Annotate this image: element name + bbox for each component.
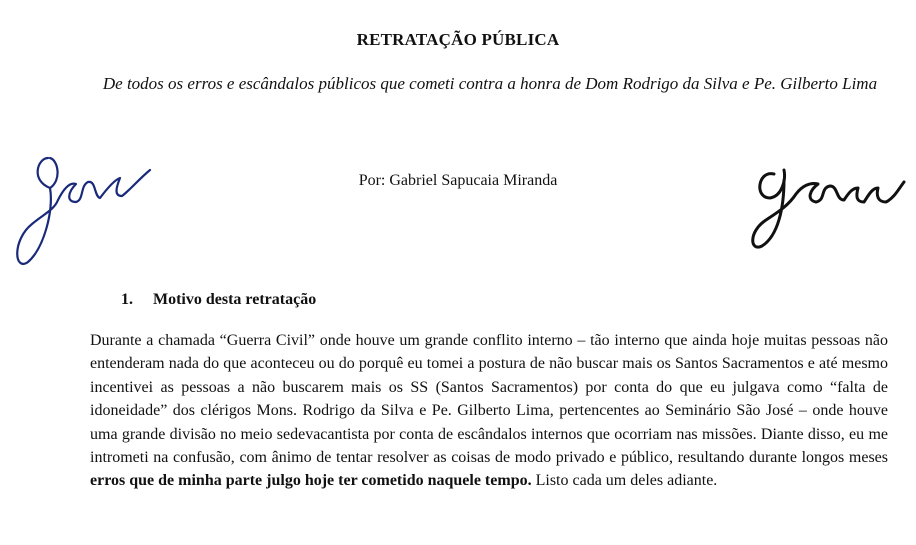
document-title: RETRATAÇÃO PÚBLICA <box>356 30 560 49</box>
document-subtitle: De todos os erros e escândalos públicos que cometi contra a honra de Dom Rodrigo da Silva e Pe. Gilberto Lima <box>102 74 878 93</box>
paragraph-end-text: Listo cada um deles adiante. <box>531 472 718 490</box>
paragraph-text: Durante a chamada “Guerra Civil” onde houve um grande conflito interno – tão interno que ainda hoje muitas pessoas não entenderam nada do que aconteceu ou do porquê eu tomei a postura de não buscar mais os Santos Sacramentos e até mesmo incentivei as pessoas a não buscarem mais os SS (Santos Sacramentos) por conta do que eu julgava como “falta de idoneidade” dos clérigos Mons. Rodrigo da Silva e Pe. Gilberto Lima, pertencentes ao Seminário São José – onde houve uma grande divisão no meio sedevacantista por conta de escândalos internos que ocorriam nas missões. Diante disso, eu me intrometi na confusão, com ânimo de tentar resolver as coisas de modo privado e público, resultando durante longos meses <box>90 332 888 467</box>
section-paragraph <box>90 329 888 493</box>
paragraph-bold-text: erros que de minha parte julgo hoje ter cometido naquele tempo. <box>90 472 532 490</box>
section-heading-text: Motivo desta retratação <box>153 291 317 308</box>
section-number: 1. <box>121 291 133 308</box>
author-line: Por: Gabriel Sapucaia Miranda <box>358 172 558 189</box>
signature-right <box>748 150 908 260</box>
signature-left <box>10 140 160 270</box>
section-heading <box>121 291 316 309</box>
